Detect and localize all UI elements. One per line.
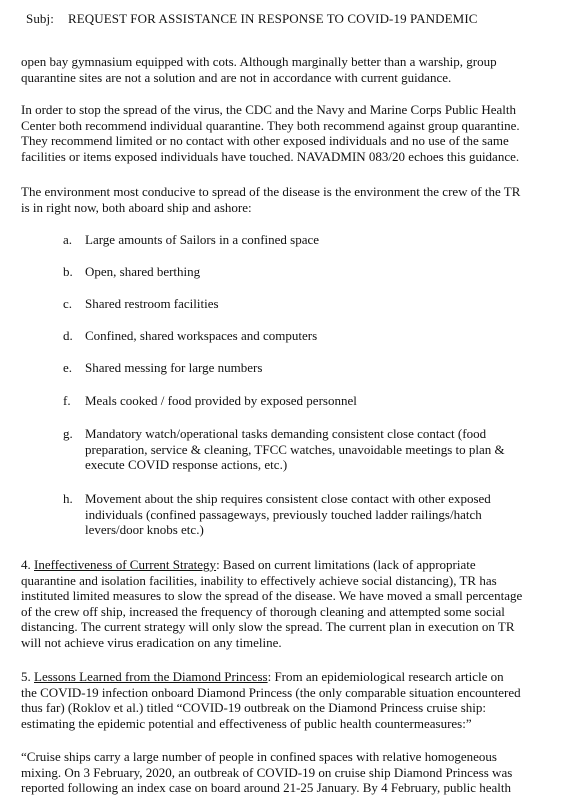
subject-label: Subj: <box>26 11 54 26</box>
section-heading: Ineffectiveness of Current Strategy <box>34 557 217 572</box>
paragraph-line: In order to stop the spread of the virus, the CDC and the Navy and Marine Corps Public Health <box>21 102 516 117</box>
list-item-label: d. <box>63 328 73 343</box>
paragraph-line: “Cruise ships carry a large number of people in confined spaces with relative homogeneous <box>21 749 497 764</box>
paragraph-line: reported following an index case on board around 21-25 January. By 4 February, public health <box>21 780 512 795</box>
list-item-label: h. <box>63 491 73 506</box>
paragraph-line: the COVID-19 infection onboard Diamond Princess (the only comparable situation encountered <box>21 684 521 700</box>
paragraph-group-quarantine <box>21 54 556 85</box>
list-item-text: Movement about the ship requires consistent close contact with other exposed individuals (confined passageways, previously touched ladder railings/hatch levers/door knobs etc.) <box>85 491 491 537</box>
list-item-text: Confined, shared workspaces and computers <box>85 328 318 343</box>
list-item-text: Large amounts of Sailors in a confined space <box>85 232 320 247</box>
paragraph-line: Center both recommend individual quarantine. They both recommend against group quarantine. <box>21 117 520 133</box>
list-item-text: Open, shared berthing <box>85 264 201 279</box>
paragraph-cdc-guidance <box>21 102 556 164</box>
subject-line <box>26 11 478 27</box>
paragraph-line: The environment most conducive to spread of the disease is the environment the crew of the TR <box>21 184 521 199</box>
list-item-label: a. <box>63 232 73 247</box>
paragraph-line: will not achieve virus eradication on any timeline. <box>21 634 282 650</box>
section-5-first-line: 5. Lessons Learned from the Diamond Princess: From an epidemiological research article on <box>21 669 504 684</box>
paragraph-line: estimating the epidemic potential and effectiveness of public health countermeasures:” <box>21 715 472 731</box>
quotation-paragraph <box>21 749 556 796</box>
paragraph-line: quarantine sites are not a solution and are not in accordance with current guidance. <box>21 69 452 85</box>
paragraph-line: distancing. The current strategy will only slow the spread. The current plan in execution on TR <box>21 619 515 634</box>
paragraph-line: thus far) (Roklov et al.) titled “COVID-19 outbreak on the Diamond Princess cruise ship: <box>21 700 487 715</box>
section-4-first-line: 4. Ineffectiveness of Current Strategy: Based on current limitations (lack of appropriate <box>21 557 476 572</box>
list-item-label: f. <box>63 393 71 408</box>
paragraph-line: of the crew off ship, increased the frequency of thorough cleaning and attempted some social <box>21 603 505 619</box>
list-item-text: Mandatory watch/operational tasks demanding consistent close contact (food preparation, service & cleaning, TFCC watches, unavoidable meetings to plan & execute COVID response actions, etc.) <box>85 426 505 472</box>
list-item-label: e. <box>63 360 73 375</box>
paragraph-line: They recommend limited or no contact with other exposed individuals and no use of the same <box>21 133 509 148</box>
paragraph-environment <box>21 184 556 215</box>
list-item-label: c. <box>63 296 73 311</box>
section-heading: Lessons Learned from the Diamond Princess <box>34 669 268 684</box>
list-item-label: g. <box>63 426 73 441</box>
paragraph-line: instituted limited measures to slow the spread of the disease. We have moved a small percentage <box>21 588 523 603</box>
list-item-text: Shared restroom facilities <box>85 296 219 311</box>
paragraph-line: is in right now, both aboard ship and ashore: <box>21 199 252 215</box>
list-item-text: Meals cooked / food provided by exposed personnel <box>85 393 357 408</box>
section-5-lessons-learned <box>21 669 556 731</box>
paragraph-line: quarantine and isolation facilities, inability to effectively achieve social distancing), TR has <box>21 572 497 588</box>
list-item-text: Shared messing for large numbers <box>85 360 263 375</box>
subject-text: REQUEST FOR ASSISTANCE IN RESPONSE TO COVID-19 PANDEMIC <box>67 11 478 26</box>
list-item-label: b. <box>63 264 73 279</box>
section-4-ineffectiveness <box>21 557 556 650</box>
paragraph-line: facilities or items exposed individuals have touched. NAVADMIN 083/20 echoes this guidance. <box>21 148 520 164</box>
paragraph-line: mixing. On 3 February, 2020, an outbreak of COVID-19 on cruise ship Diamond Princess was <box>21 764 513 780</box>
paragraph-line: open bay gymnasium equipped with cots. Although marginally better than a warship, group <box>21 54 497 69</box>
section-number: 4. <box>21 557 31 572</box>
section-number: 5. <box>21 669 31 684</box>
